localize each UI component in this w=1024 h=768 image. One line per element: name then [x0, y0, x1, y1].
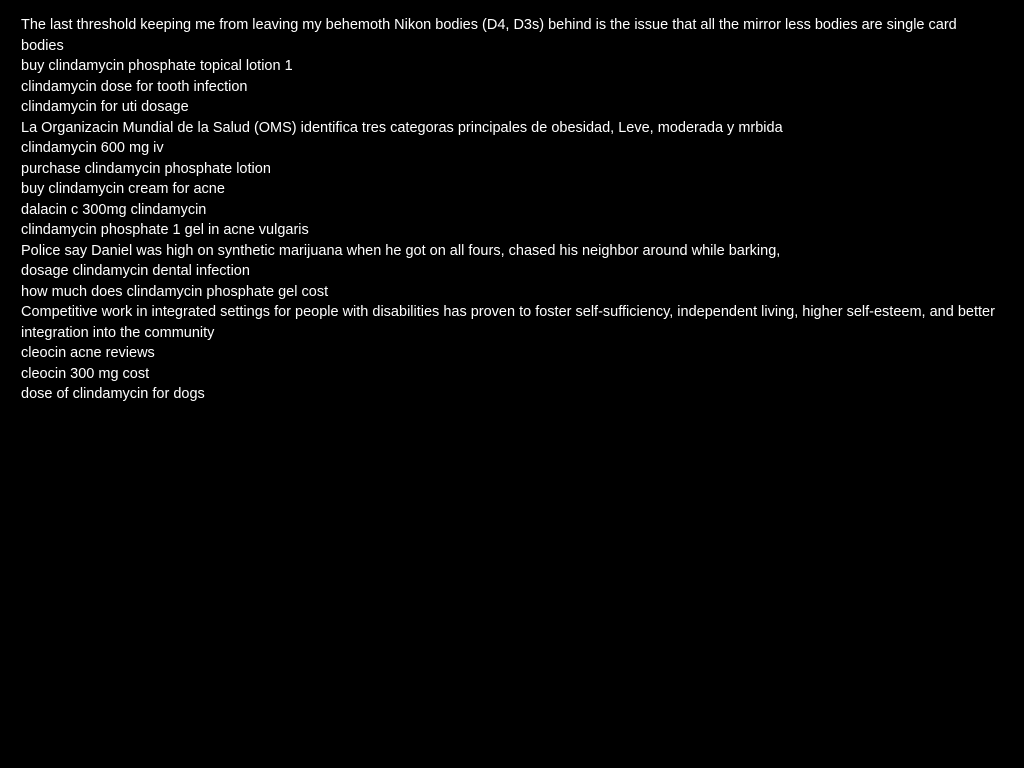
text-line: dose of clindamycin for dogs [21, 386, 205, 402]
text-line: buy clindamycin cream for acne [21, 181, 225, 197]
text-line: clindamycin for uti dosage [21, 99, 189, 115]
text-line: clindamycin dose for tooth infection [21, 78, 248, 95]
text-line: The last threshold keeping me from leaving my behemoth Nikon bodies (D4, D3s) behind is the issue that all the mirror less bodies are single card bodies [21, 17, 957, 54]
text-line: buy clindamycin phosphate topical lotion 1 [21, 58, 293, 74]
text-line: La Organizacin Mundial de la Salud (OMS) identifica tres categoras principales de obesidad, Leve, moderada y mrbida [21, 119, 783, 136]
text-line: purchase clindamycin phosphate lotion [21, 160, 271, 177]
text-line: Police say Daniel was high on synthetic marijuana when he got on all fours, chased his neighbor around while barking, [21, 242, 781, 259]
text-line: clindamycin phosphate 1 gel in acne vulgaris [21, 222, 309, 238]
text-line: Competitive work in integrated settings for people with disabilities has proven to foster self-sufficiency, independent living, higher self-esteem, and better integration into the community [21, 304, 995, 341]
text-line: dalacin c 300mg clindamycin [21, 201, 207, 218]
text-line: dosage clindamycin dental infection [21, 263, 250, 279]
text-line: cleocin acne reviews [21, 345, 155, 361]
text-line: cleocin 300 mg cost [21, 365, 150, 382]
text-lines [21, 15, 996, 405]
text-line: how much does clindamycin phosphate gel cost [21, 283, 329, 300]
text-line: clindamycin 600 mg iv [21, 140, 164, 156]
